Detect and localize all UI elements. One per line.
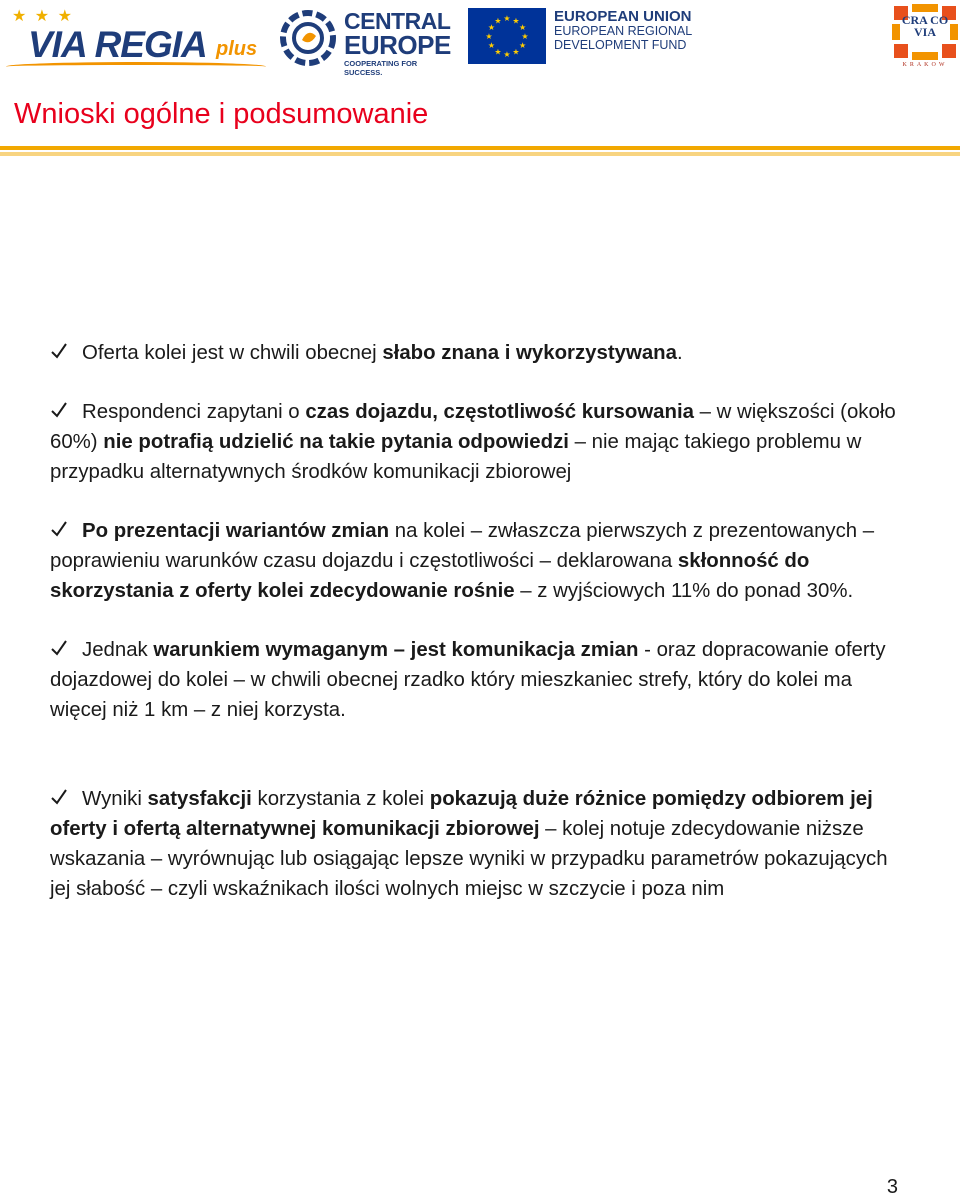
text-segment: Oferta kolei jest w chwili obecnej xyxy=(82,342,383,364)
bold-text: pokazują duże różnice pomiędzy odbiorem jej oferty i ofertą alternatywnej komunikacji zbiorowej xyxy=(50,788,873,840)
eu-line2: EUROPEAN REGIONAL xyxy=(554,24,693,38)
via-regia-name: VIA REGIA xyxy=(28,24,207,65)
title-divider-shadow xyxy=(0,152,960,156)
checkmark-icon xyxy=(50,520,68,538)
bold-text: skłonność do skorzystania z oferty kolei zdecydowanie rośnie xyxy=(50,550,810,602)
eu-flag-icon xyxy=(468,8,546,64)
star-icon: ★ xyxy=(503,50,511,59)
bold-text: satysfakcji xyxy=(147,788,252,810)
list-item xyxy=(50,397,900,487)
star-icon: ★ xyxy=(487,23,495,32)
star-icon: ★ xyxy=(485,32,493,41)
central-text: CENTRAL xyxy=(344,8,451,34)
logo-bar xyxy=(0,0,960,80)
cracovia-text: CRA CO VIA xyxy=(901,13,949,39)
list-item xyxy=(50,635,900,725)
page-title: Wnioski ogólne i podsumowanie xyxy=(14,98,429,130)
central-europe-logo xyxy=(280,6,456,77)
swoosh-icon xyxy=(6,62,266,71)
text-segment: Respondenci zapytani o xyxy=(82,401,306,423)
checkmark-icon xyxy=(50,401,68,419)
text-segment: – kolej notuje zdecydowanie niższe wskazania – wyrównując lub osiągając lepsze wyniki w przypadku parametrów pokazujących jej słabość – czyli wskaźnikach ilości wolnych miejsc w szczycie i poza nim xyxy=(50,818,888,900)
bold-text: Po prezentacji wariantów zmian xyxy=(82,520,390,542)
star-icon: ★ xyxy=(521,32,529,41)
globe-icon xyxy=(280,10,336,66)
list-item xyxy=(50,784,900,904)
text-segment: - oraz dopracowanie oferty dojazdowej do kolei – w chwili obecnej rzadko który mieszkaniec strefy, który do kolei ma więcej niż 1 km – z niej korzysta. xyxy=(50,639,886,721)
list-item xyxy=(50,516,900,606)
text-segment: korzystania z kolei xyxy=(251,788,430,810)
eu-fund-label xyxy=(554,10,692,52)
text-segment: – z wyjściowych 11% do ponad 30%. xyxy=(514,580,854,602)
eu-line1: EUROPEAN UNION xyxy=(554,8,692,25)
title-divider xyxy=(0,146,960,150)
stars-icon: ★ ★ ★ xyxy=(12,8,74,25)
star-icon: ★ xyxy=(519,23,527,32)
text-segment: – w większości (około 60%) xyxy=(50,401,896,453)
text-segment: Jednak xyxy=(82,639,154,661)
bold-text: warunkiem wymaganym – jest komunikacja zmian xyxy=(153,639,639,661)
star-icon: ★ xyxy=(494,16,502,26)
star-icon: ★ xyxy=(519,41,527,50)
star-icon: ★ xyxy=(494,47,502,57)
list-item xyxy=(50,338,900,368)
bold-text: czas dojazdu, częstotliwość kursowania xyxy=(305,401,694,423)
cracovia-city: KRAKOW xyxy=(902,62,948,68)
checkmark-icon xyxy=(50,788,68,806)
eu-line3: DEVELOPMENT FUND xyxy=(554,38,687,52)
page-number: 3 xyxy=(886,1176,898,1198)
conclusions-list xyxy=(50,338,900,904)
star-icon: ★ xyxy=(487,41,495,50)
via-regia-logo xyxy=(6,6,268,68)
via-regia-plus: plus xyxy=(216,38,258,60)
star-icon: ★ xyxy=(512,16,520,26)
text-segment: na kolei – zwłaszcza pierwszych z prezentowanych – poprawieniu warunków czasu dojazdu i częstotliwości – deklarowana xyxy=(50,520,875,572)
text-segment: – nie mając takiego problemu w przypadku alternatywnych środków komunikacji zbiorowej xyxy=(50,431,862,483)
bold-text: słabo znana i wykorzystywana xyxy=(382,342,677,364)
central-europe-tagline: COOPERATING FOR SUCCESS. xyxy=(344,59,418,77)
star-icon: ★ xyxy=(503,14,511,23)
checkmark-icon xyxy=(50,342,68,360)
bold-text: nie potrafią udzielić na takie pytania odpowiedzi xyxy=(103,431,569,453)
text-segment: Wyniki xyxy=(82,788,148,810)
text-segment: . xyxy=(676,342,683,364)
star-icon: ★ xyxy=(512,47,520,57)
europe-text: EUROPE xyxy=(344,30,451,60)
cracovia-logo xyxy=(892,4,958,70)
checkmark-icon xyxy=(50,639,68,657)
